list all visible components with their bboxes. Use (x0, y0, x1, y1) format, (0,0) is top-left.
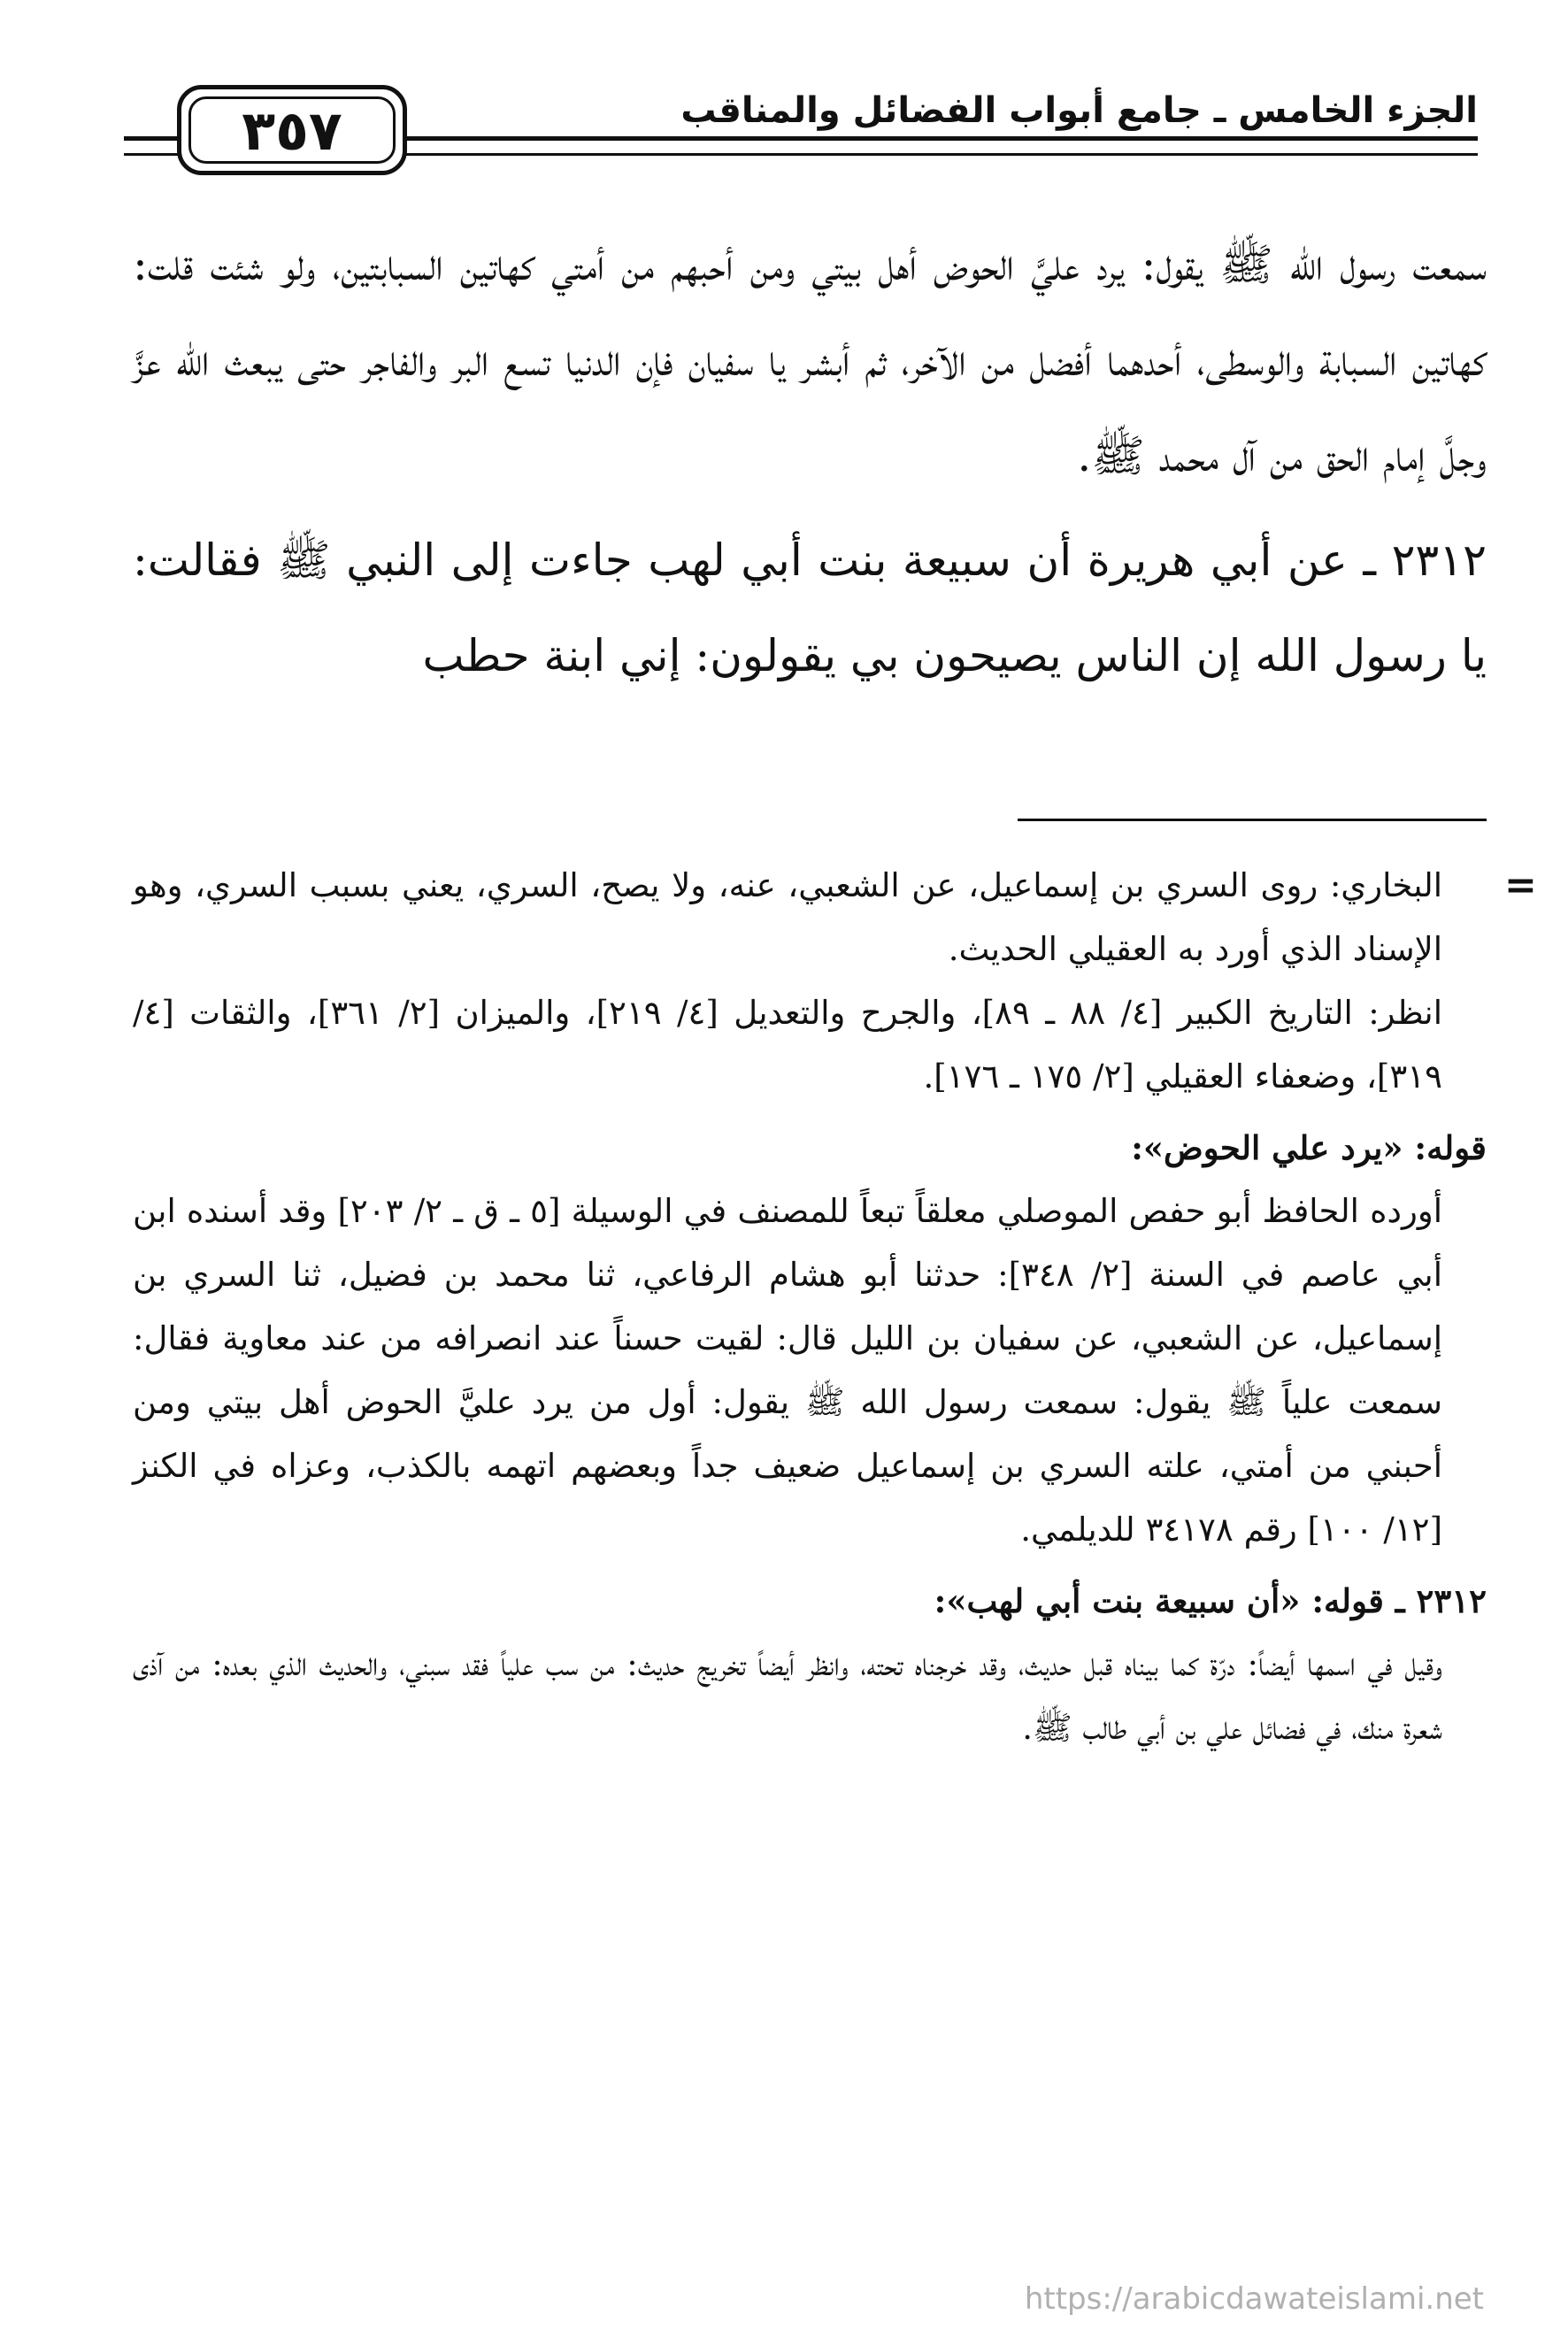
footnote-paragraph-4: وقيل في اسمها أيضاً: درّة كما بيناه قبل حديث، وقد خرجناه تحته، وانظر أيضاً تخريج حديث: من سب علياً فقد سبني، والحديث الذي بعده: من آذى شعرة منك، في فضائل علي بن أبي طالب ﷺ. (133, 1645, 1442, 1747)
footnote-paragraph-3: أورده الحافظ أبو حفص الموصلي معلقاً تبعاً للمصنف في الوسيلة [٥ ـ ق ـ ٢/ ٢٠٣] وقد أسنده ابن أبي عاصم في السنة [٢/ ٣٤٨]: حدثنا أبو هشام الرفاعي، ثنا محمد بن فضيل، ثنا السري بن إسماعيل، عن الشعبي، عن سفيان بن الليل قال: لقيت حسناً عند انصرافه من عند معاوية فقال: سمعت علياً ﷺ يقول: سمعت رسول الله ﷺ يقول: أول من يرد عليَّ الحوض أهل بيتي ومن أحبني من أمتي، علته السري بن إسماعيل ضعيف جداً وبعضهم اتهمه بالكذب، وعزاه في الكنز [١٢/ ١٠٠] رقم ٣٤١٧٨ للديلمي. (133, 1192, 1443, 1549)
footnote-separator (1018, 819, 1487, 821)
page-number: ٣٥٧ (242, 97, 342, 163)
footnote-paragraph-2: انظر: التاريخ الكبير [٤/ ٨٨ ـ ٨٩]، والجرح والتعديل [٤/ ٢١٩]، والميزان [٢/ ٣٦١]، والثقات [٤/ ٣١٩]، وضعفاء العقيلي [٢/ ١٧٥ ـ ١٧٦]. (133, 994, 1443, 1096)
main-text (133, 217, 1487, 704)
main-paragraph-2: ٢٣١٢ ـ عن أبي هريرة أن سبيعة بنت أبي لهب جاءت إلى النبي ﷺ فقالت: يا رسول الله إن الناس يصيحون بي يقولون: إني ابنة حطب (133, 534, 1487, 681)
footnote-heading-1: قوله: «يرد علي الحوض»: (1131, 1128, 1487, 1167)
footnote-paragraph-1: البخاري: روى السري بن إسماعيل، عن الشعبي، عنه، ولا يصح، السري، يعني بسبب السري، وهو الإسناد الذي أورد به العقيلي الحديث. (133, 866, 1442, 968)
footnotes (133, 854, 1487, 1760)
footnote-continued-mark: = (1504, 863, 1537, 908)
footnote-heading-2: ٢٣١٢ ـ قوله: «أن سبيعة بنت أبي لهب»: (934, 1581, 1487, 1620)
main-paragraph-1: سمعت رسول الله ﷺ يقول: يرد عليَّ الحوض أهل بيتي ومن أحبهم من أمتي كهاتين السبابتين، ولو شئت قلت: كهاتين السبابة والوسطى، أحدهما أفضل من الآخر، ثم أبشر يا سفيان فإن الدنيا تسع البر والفاجر حتى يبعث الله عزَّ وجلَّ إمام الحق من آل محمد ﷺ. (133, 239, 1487, 481)
page-header (124, 80, 1478, 186)
watermark-url: https://arabicdawateislami.net (1024, 2281, 1484, 2317)
page-number-frame (177, 85, 407, 175)
running-title: الجزء الخامس ـ جامع أبواب الفضائل والمناقب (680, 90, 1478, 131)
